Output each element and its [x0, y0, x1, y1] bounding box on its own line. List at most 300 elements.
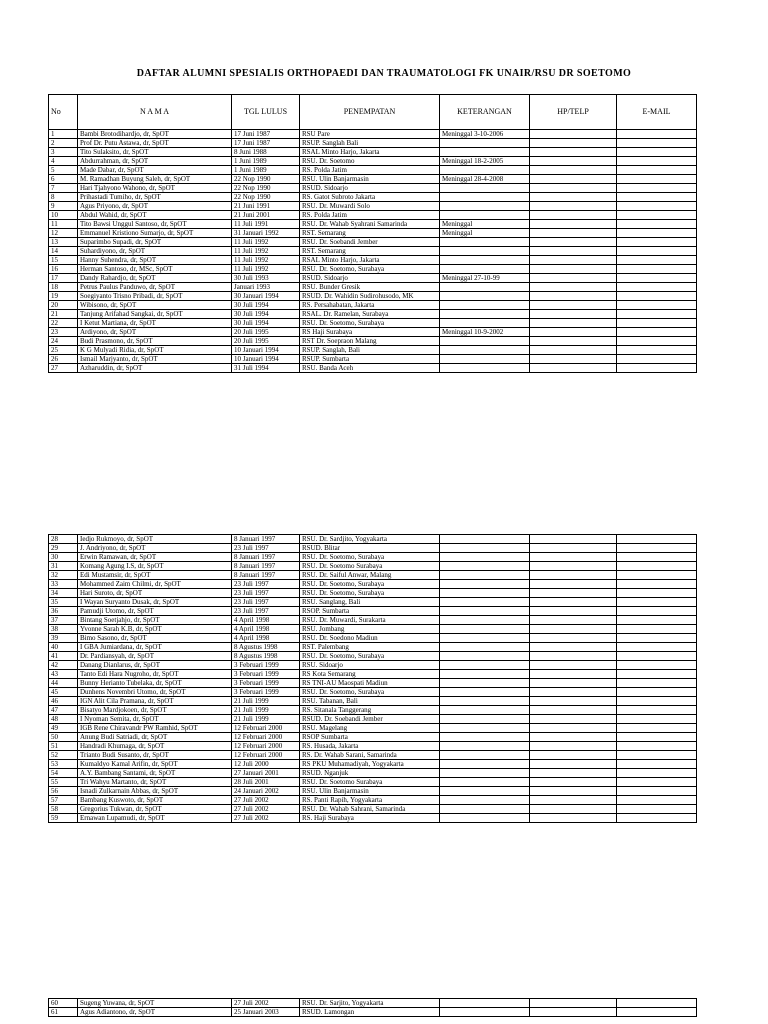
cell-email — [617, 310, 697, 319]
cell-hp-telp — [530, 805, 617, 814]
cell-keterangan — [440, 679, 530, 688]
cell-tgl-lulus: 22 Nop 1990 — [232, 193, 300, 202]
cell-no: 42 — [49, 661, 78, 670]
cell-email — [617, 148, 697, 157]
cell-email — [617, 535, 697, 544]
cell-nama: Sugeng Yuwana, dr, SpOT — [78, 999, 232, 1008]
cell-keterangan — [440, 283, 530, 292]
table-row — [49, 688, 697, 697]
cell-penempatan: RSU. Dr. Soetomo Surabaya — [300, 778, 440, 787]
cell-nama: Mohammed Zaim Chilmi, dr, SpOT — [78, 580, 232, 589]
cell-nama: Bisatyo Mardjokoen, dr, SpOT — [78, 706, 232, 715]
cell-email — [617, 166, 697, 175]
cell-keterangan — [440, 643, 530, 652]
table-row — [49, 760, 697, 769]
cell-no: 33 — [49, 580, 78, 589]
cell-nama: Abdul Wahid, dr, SpOT — [78, 211, 232, 220]
cell-email — [617, 562, 697, 571]
cell-penempatan: RSU. Dr. Soetomo, Surabaya — [300, 589, 440, 598]
cell-keterangan — [440, 589, 530, 598]
cell-tgl-lulus: 1 Juni 1989 — [232, 157, 300, 166]
cell-email — [617, 796, 697, 805]
cell-keterangan — [440, 616, 530, 625]
cell-penempatan: RSUD. Dr. Soebandi Jember — [300, 715, 440, 724]
cell-email — [617, 301, 697, 310]
table-row — [49, 319, 697, 328]
cell-hp-telp — [530, 184, 617, 193]
cell-no: 39 — [49, 634, 78, 643]
cell-nama: Agus Adiantono, dr, SpOT — [78, 1008, 232, 1017]
cell-tgl-lulus: 30 Juli 1994 — [232, 319, 300, 328]
header-email: E-MAIL — [617, 95, 697, 130]
table-row — [49, 148, 697, 157]
table-row — [49, 787, 697, 796]
cell-nama: Tanto Edi Hara Nugroho, dr, SpOT — [78, 670, 232, 679]
table-row — [49, 751, 697, 760]
cell-nama: Anung Budi Satriadi, dr, SpOT — [78, 733, 232, 742]
cell-penempatan: RS. Polda Jatim — [300, 166, 440, 175]
cell-nama: Ismail Marjyanto, dr, SpOT — [78, 355, 232, 364]
cell-no: 49 — [49, 724, 78, 733]
cell-penempatan: RSUD. Sidoarjo — [300, 274, 440, 283]
cell-tgl-lulus: 27 Juli 2002 — [232, 796, 300, 805]
cell-email — [617, 580, 697, 589]
cell-nama: Wibisono, dr, SpOT — [78, 301, 232, 310]
cell-no: 8 — [49, 193, 78, 202]
table-row — [49, 652, 697, 661]
table-row — [49, 220, 697, 229]
cell-no: 11 — [49, 220, 78, 229]
cell-email — [617, 283, 697, 292]
cell-keterangan — [440, 715, 530, 724]
header-hp-telp: HP/TELP — [530, 95, 617, 130]
cell-penempatan: RSU. Bunder Gresik — [300, 283, 440, 292]
cell-tgl-lulus: 11 Juli 1992 — [232, 247, 300, 256]
cell-penempatan: RST Dr. Soepraon Malang — [300, 337, 440, 346]
cell-no: 28 — [49, 535, 78, 544]
cell-keterangan: Meninggal 10-9-2002 — [440, 328, 530, 337]
cell-tgl-lulus: 21 Juli 1999 — [232, 715, 300, 724]
cell-tgl-lulus: 27 Januari 2001 — [232, 769, 300, 778]
cell-email — [617, 643, 697, 652]
cell-penempatan: RSUD. Sidoarjo — [300, 184, 440, 193]
table-row — [49, 256, 697, 265]
cell-nama: Dunhens Novembri Utomo, dr, SpOT — [78, 688, 232, 697]
cell-email — [617, 211, 697, 220]
cell-no: 30 — [49, 553, 78, 562]
cell-tgl-lulus: 22 Nop 1990 — [232, 184, 300, 193]
cell-hp-telp — [530, 625, 617, 634]
cell-no: 20 — [49, 301, 78, 310]
cell-keterangan — [440, 697, 530, 706]
cell-email — [617, 697, 697, 706]
cell-tgl-lulus: 11 Juli 1992 — [232, 238, 300, 247]
cell-no: 21 — [49, 310, 78, 319]
cell-tgl-lulus: 8 Agustus 1998 — [232, 643, 300, 652]
cell-email — [617, 661, 697, 670]
cell-email — [617, 688, 697, 697]
cell-nama: I Ketut Martiana, dr, SpOT — [78, 319, 232, 328]
cell-tgl-lulus: 8 Agustus 1998 — [232, 652, 300, 661]
cell-tgl-lulus: 8 Juni 1988 — [232, 148, 300, 157]
cell-hp-telp — [530, 787, 617, 796]
cell-nama: Ernawan Lupamudi, dr, SpOT — [78, 814, 232, 823]
cell-keterangan — [440, 256, 530, 265]
cell-nama: Kumaldyo Kamal Arifin, dr, SpOT — [78, 760, 232, 769]
cell-tgl-lulus: 1 Juni 1989 — [232, 166, 300, 175]
cell-email — [617, 355, 697, 364]
cell-tgl-lulus: 17 Juni 1987 — [232, 139, 300, 148]
cell-email — [617, 571, 697, 580]
cell-penempatan: RSU. Dr. Sardjito, Yogyakarta — [300, 535, 440, 544]
cell-email — [617, 814, 697, 823]
cell-email — [617, 598, 697, 607]
cell-no: 25 — [49, 346, 78, 355]
cell-no: 9 — [49, 202, 78, 211]
cell-email — [617, 328, 697, 337]
cell-hp-telp — [530, 643, 617, 652]
cell-tgl-lulus: 8 Januari 1997 — [232, 535, 300, 544]
header-nama: N A M A — [78, 95, 232, 130]
cell-tgl-lulus: 21 Juli 1999 — [232, 697, 300, 706]
cell-tgl-lulus: 21 Juni 1991 — [232, 202, 300, 211]
cell-email — [617, 787, 697, 796]
cell-email — [617, 769, 697, 778]
cell-nama: Pamudji Utomo, dr, SpOT — [78, 607, 232, 616]
table-row — [49, 544, 697, 553]
cell-no: 19 — [49, 292, 78, 301]
cell-hp-telp — [530, 274, 617, 283]
cell-tgl-lulus: 20 Juli 1995 — [232, 328, 300, 337]
cell-tgl-lulus: 17 Juni 1987 — [232, 130, 300, 139]
cell-no: 48 — [49, 715, 78, 724]
cell-keterangan — [440, 760, 530, 769]
cell-no: 22 — [49, 319, 78, 328]
cell-no: 15 — [49, 256, 78, 265]
cell-keterangan — [440, 292, 530, 301]
cell-hp-telp — [530, 193, 617, 202]
cell-nama: Bunny Herianto Tubelaka, dr, SpOT — [78, 679, 232, 688]
cell-hp-telp — [530, 220, 617, 229]
cell-hp-telp — [530, 553, 617, 562]
cell-keterangan — [440, 355, 530, 364]
cell-keterangan — [440, 166, 530, 175]
table-row — [49, 733, 697, 742]
cell-keterangan — [440, 193, 530, 202]
cell-nama: Petrus Paulus Panduwo, dr, SpOT — [78, 283, 232, 292]
cell-hp-telp — [530, 616, 617, 625]
cell-email — [617, 175, 697, 184]
cell-hp-telp — [530, 202, 617, 211]
cell-hp-telp — [530, 355, 617, 364]
table-row — [49, 1008, 697, 1017]
cell-email — [617, 256, 697, 265]
cell-nama: Hanny Suhendra, dr, SpOT — [78, 256, 232, 265]
cell-keterangan — [440, 553, 530, 562]
table-row — [49, 211, 697, 220]
header-penempatan: PENEMPATAN — [300, 95, 440, 130]
cell-email — [617, 778, 697, 787]
cell-nama: I Wayan Suryanto Dusak, dr, SpOT — [78, 598, 232, 607]
table-row — [49, 184, 697, 193]
cell-hp-telp — [530, 283, 617, 292]
cell-keterangan — [440, 301, 530, 310]
cell-no: 52 — [49, 751, 78, 760]
cell-tgl-lulus: 3 Februari 1999 — [232, 688, 300, 697]
cell-keterangan — [440, 265, 530, 274]
cell-penempatan: RSU. Dr. Wahab Syahrani Samarinda — [300, 220, 440, 229]
cell-nama: Bimo Sasono, dr, SpOT — [78, 634, 232, 643]
cell-nama: Tito Bawsi Unggul Santoso, dr, SpOT — [78, 220, 232, 229]
cell-email — [617, 157, 697, 166]
table-row — [49, 238, 697, 247]
cell-nama: Dandy Rahardjo, dr, SpOT — [78, 274, 232, 283]
table-row — [49, 571, 697, 580]
cell-penempatan: RSUD. Blitar — [300, 544, 440, 553]
table-row — [49, 535, 697, 544]
cell-penempatan: RS. Polda Jatim — [300, 211, 440, 220]
cell-keterangan — [440, 544, 530, 553]
cell-email — [617, 292, 697, 301]
cell-keterangan — [440, 805, 530, 814]
cell-tgl-lulus: 12 Februari 2000 — [232, 742, 300, 751]
cell-email — [617, 238, 697, 247]
cell-penempatan: RSU. Dr. Soetomo, Surabaya — [300, 580, 440, 589]
cell-keterangan — [440, 814, 530, 823]
cell-email — [617, 265, 697, 274]
cell-no: 53 — [49, 760, 78, 769]
cell-penempatan: RS. Haji Surabaya — [300, 814, 440, 823]
table-row — [49, 346, 697, 355]
cell-hp-telp — [530, 688, 617, 697]
cell-penempatan: RSU. Dr. Soetomo, Surabaya — [300, 688, 440, 697]
cell-tgl-lulus: 4 April 1998 — [232, 634, 300, 643]
cell-no: 13 — [49, 238, 78, 247]
cell-hp-telp — [530, 679, 617, 688]
cell-penempatan: RSU. Dr. Soebandi Jember — [300, 238, 440, 247]
cell-nama: Yvonne Sarah K.B, dr, SpOT — [78, 625, 232, 634]
cell-no: 26 — [49, 355, 78, 364]
cell-no: 34 — [49, 589, 78, 598]
cell-penempatan: RSOP. Sumbarta — [300, 607, 440, 616]
cell-tgl-lulus: 21 Juli 1999 — [232, 706, 300, 715]
cell-no: 17 — [49, 274, 78, 283]
cell-tgl-lulus: 3 Februari 1999 — [232, 679, 300, 688]
cell-tgl-lulus: 3 Februari 1999 — [232, 661, 300, 670]
cell-tgl-lulus: 12 Februari 2000 — [232, 733, 300, 742]
cell-penempatan: RSU. Dr. Muwardi, Surakarta — [300, 616, 440, 625]
cell-hp-telp — [530, 148, 617, 157]
table-row — [49, 589, 697, 598]
cell-keterangan — [440, 778, 530, 787]
cell-no: 1 — [49, 130, 78, 139]
cell-tgl-lulus: 30 Juli 1994 — [232, 301, 300, 310]
cell-hp-telp — [530, 607, 617, 616]
table-row — [49, 157, 697, 166]
cell-penempatan: RSU. Dr. Wahab Sahrani, Samarinda — [300, 805, 440, 814]
cell-hp-telp — [530, 247, 617, 256]
cell-keterangan — [440, 211, 530, 220]
cell-penempatan: RSU. Dr. Soetomo — [300, 157, 440, 166]
cell-nama: Ardiyono, dr, SpOT — [78, 328, 232, 337]
cell-keterangan — [440, 1008, 530, 1017]
cell-no: 59 — [49, 814, 78, 823]
cell-keterangan — [440, 607, 530, 616]
cell-penempatan: RSAL Minto Harjo, Jakarta — [300, 256, 440, 265]
cell-nama: Erwin Ramawan, dr, SpOT — [78, 553, 232, 562]
cell-hp-telp — [530, 634, 617, 643]
cell-email — [617, 553, 697, 562]
cell-no: 6 — [49, 175, 78, 184]
table-row — [49, 562, 697, 571]
cell-nama: Suparimbo Supadi, dr, SpOT — [78, 238, 232, 247]
cell-keterangan — [440, 769, 530, 778]
cell-tgl-lulus: 11 Juli 1992 — [232, 256, 300, 265]
cell-email — [617, 364, 697, 373]
table-row — [49, 634, 697, 643]
cell-email — [617, 679, 697, 688]
table-row — [49, 796, 697, 805]
cell-tgl-lulus: 23 Juli 1997 — [232, 580, 300, 589]
cell-no: 40 — [49, 643, 78, 652]
cell-no: 50 — [49, 733, 78, 742]
cell-nama: Tri Wahyu Martanto, dr, SpOT — [78, 778, 232, 787]
cell-penempatan: RST. Semarang — [300, 247, 440, 256]
cell-keterangan — [440, 787, 530, 796]
cell-email — [617, 625, 697, 634]
cell-no: 37 — [49, 616, 78, 625]
cell-tgl-lulus: 30 Juli 1993 — [232, 274, 300, 283]
cell-nama: Iedjo Rukmoyo, dr, SpOT — [78, 535, 232, 544]
cell-tgl-lulus: 23 Juli 1997 — [232, 598, 300, 607]
table-row — [49, 778, 697, 787]
cell-nama: Soegiyanto Trisno Pribadi, dr, SpOT — [78, 292, 232, 301]
cell-no: 31 — [49, 562, 78, 571]
cell-email — [617, 247, 697, 256]
cell-penempatan: RSU. Banda Aceh — [300, 364, 440, 373]
cell-email — [617, 193, 697, 202]
cell-email — [617, 229, 697, 238]
cell-nama: Bambi Brotodihardjo, dr, SpOT — [78, 130, 232, 139]
header-keterangan: KETERANGAN — [440, 95, 530, 130]
cell-penempatan: RS. Persahabatan, Jakarta — [300, 301, 440, 310]
cell-keterangan: Meninggal 18-2-2005 — [440, 157, 530, 166]
table-row — [49, 328, 697, 337]
cell-tgl-lulus: 3 Februari 1999 — [232, 670, 300, 679]
cell-keterangan — [440, 598, 530, 607]
cell-penempatan: RSUP. Sumbarta — [300, 355, 440, 364]
cell-email — [617, 760, 697, 769]
cell-nama: IGN Alit Cila Pramana, dr, SpOT — [78, 697, 232, 706]
cell-penempatan: RSU. Sidoarjo — [300, 661, 440, 670]
cell-nama: I GBA Jumiardana, dr, SpOT — [78, 643, 232, 652]
cell-keterangan — [440, 652, 530, 661]
cell-keterangan — [440, 625, 530, 634]
cell-penempatan: RS. Husada, Jakarta — [300, 742, 440, 751]
cell-keterangan: Meninggal — [440, 220, 530, 229]
table-row — [49, 724, 697, 733]
document-title: DAFTAR ALUMNI SPESIALIS ORTHOPAEDI DAN TRAUMATOLOGI FK UNAIR/RSU DR SOETOMO — [136, 68, 632, 79]
table-row — [49, 814, 697, 823]
cell-keterangan — [440, 202, 530, 211]
cell-keterangan — [440, 337, 530, 346]
cell-tgl-lulus: 23 Juli 1997 — [232, 544, 300, 553]
cell-no: 14 — [49, 247, 78, 256]
cell-hp-telp — [530, 364, 617, 373]
cell-hp-telp — [530, 769, 617, 778]
cell-nama: A.Y. Bambang Santami, dr, SpOT — [78, 769, 232, 778]
cell-hp-telp — [530, 697, 617, 706]
cell-nama: J. Andriyono, dr, SpOT — [78, 544, 232, 553]
cell-nama: IGB Rene Chiravandr PW Ramhid, SpOT — [78, 724, 232, 733]
cell-hp-telp — [530, 661, 617, 670]
table-row — [49, 130, 697, 139]
cell-keterangan — [440, 751, 530, 760]
table-header-row — [49, 95, 697, 130]
cell-keterangan — [440, 346, 530, 355]
cell-email — [617, 634, 697, 643]
cell-keterangan — [440, 535, 530, 544]
cell-hp-telp — [530, 715, 617, 724]
cell-nama: Herman Santoso, dr, MSc, SpOT — [78, 265, 232, 274]
cell-penempatan: RSU. Jombang — [300, 625, 440, 634]
table-row — [49, 580, 697, 589]
cell-no: 12 — [49, 229, 78, 238]
alumni-table-page-2 — [48, 534, 697, 823]
cell-hp-telp — [530, 175, 617, 184]
cell-hp-telp — [530, 670, 617, 679]
cell-penempatan: RSUD. Dr. Wahidin Sudirohusodo, MK — [300, 292, 440, 301]
table-row — [49, 607, 697, 616]
cell-nama: Bintang Soetjahjo, dr, SpOT — [78, 616, 232, 625]
cell-nama: Handradi Khumaga, dr, SpOT — [78, 742, 232, 751]
table-row — [49, 598, 697, 607]
cell-keterangan — [440, 562, 530, 571]
cell-no: 16 — [49, 265, 78, 274]
table-row — [49, 706, 697, 715]
table-row — [49, 166, 697, 175]
cell-nama: Suhardiyono, dr, SpOT — [78, 247, 232, 256]
cell-no: 27 — [49, 364, 78, 373]
cell-no: 60 — [49, 999, 78, 1008]
cell-no: 41 — [49, 652, 78, 661]
cell-penempatan: RSU. Dr. Soetomo, Surabaya — [300, 652, 440, 661]
cell-keterangan — [440, 688, 530, 697]
cell-tgl-lulus: 10 Januari 1994 — [232, 346, 300, 355]
table-row — [49, 310, 697, 319]
cell-hp-telp — [530, 751, 617, 760]
cell-tgl-lulus: 8 Januari 1997 — [232, 571, 300, 580]
cell-email — [617, 724, 697, 733]
cell-penempatan: RSUD. Nganjuk — [300, 769, 440, 778]
cell-nama: Prof Dr. Putu Astawa, dr, SpOT — [78, 139, 232, 148]
table-row — [49, 742, 697, 751]
cell-nama: Hari Tjahyono Wahono, dr, SpOT — [78, 184, 232, 193]
cell-keterangan — [440, 999, 530, 1008]
cell-keterangan: Meninggal — [440, 229, 530, 238]
cell-penempatan: RSU. Magelang — [300, 724, 440, 733]
cell-hp-telp — [530, 760, 617, 769]
cell-email — [617, 706, 697, 715]
cell-keterangan: Meninggal 28-4-2008 — [440, 175, 530, 184]
cell-hp-telp — [530, 652, 617, 661]
cell-tgl-lulus: 30 Juli 1994 — [232, 310, 300, 319]
cell-no: 29 — [49, 544, 78, 553]
cell-no: 61 — [49, 1008, 78, 1017]
cell-tgl-lulus: 28 Juli 2001 — [232, 778, 300, 787]
cell-nama: Tito Sulaksito, dr, SpOT — [78, 148, 232, 157]
cell-keterangan — [440, 238, 530, 247]
